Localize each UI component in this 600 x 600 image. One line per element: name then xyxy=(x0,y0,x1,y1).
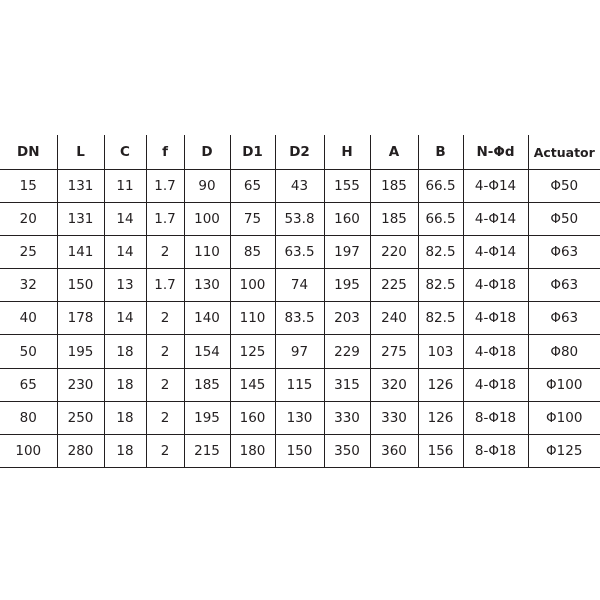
cell-actuator: Φ100 xyxy=(528,368,600,401)
cell-dn: 80 xyxy=(0,401,57,434)
cell-f: 2 xyxy=(146,302,184,335)
cell-dn: 50 xyxy=(0,335,57,368)
cell-n-phi-d: 4-Φ18 xyxy=(463,269,528,302)
cell-c: 18 xyxy=(104,368,146,401)
cell-n-phi-d: 4-Φ18 xyxy=(463,335,528,368)
cell-h: 195 xyxy=(324,269,370,302)
table-row xyxy=(0,170,600,203)
cell-d: 195 xyxy=(184,401,230,434)
cell-b: 82.5 xyxy=(418,269,463,302)
column-header-h: H xyxy=(324,135,370,170)
cell-d2: 115 xyxy=(275,368,324,401)
cell-actuator: Φ63 xyxy=(528,269,600,302)
cell-dn: 40 xyxy=(0,302,57,335)
cell-a: 330 xyxy=(370,401,418,434)
cell-d2: 53.8 xyxy=(275,203,324,236)
cell-a: 360 xyxy=(370,434,418,467)
cell-n-phi-d: 4-Φ18 xyxy=(463,302,528,335)
cell-d: 130 xyxy=(184,269,230,302)
cell-c: 18 xyxy=(104,335,146,368)
cell-d1: 160 xyxy=(230,401,275,434)
cell-h: 229 xyxy=(324,335,370,368)
dimension-table xyxy=(0,135,600,468)
cell-l: 280 xyxy=(57,434,104,467)
cell-d: 110 xyxy=(184,236,230,269)
cell-d1: 110 xyxy=(230,302,275,335)
cell-c: 14 xyxy=(104,203,146,236)
cell-b: 156 xyxy=(418,434,463,467)
table-header xyxy=(0,135,600,170)
table-row xyxy=(0,401,600,434)
cell-l: 150 xyxy=(57,269,104,302)
cell-b: 82.5 xyxy=(418,302,463,335)
cell-l: 131 xyxy=(57,203,104,236)
table-row xyxy=(0,203,600,236)
cell-c: 18 xyxy=(104,434,146,467)
cell-h: 315 xyxy=(324,368,370,401)
cell-f: 1.7 xyxy=(146,269,184,302)
cell-d1: 145 xyxy=(230,368,275,401)
column-header-n-phi-d: N-Φd xyxy=(463,135,528,170)
cell-dn: 65 xyxy=(0,368,57,401)
cell-a: 225 xyxy=(370,269,418,302)
header-row xyxy=(0,135,600,170)
cell-f: 1.7 xyxy=(146,170,184,203)
cell-d: 215 xyxy=(184,434,230,467)
cell-f: 2 xyxy=(146,434,184,467)
cell-d1: 75 xyxy=(230,203,275,236)
cell-d2: 150 xyxy=(275,434,324,467)
cell-c: 14 xyxy=(104,302,146,335)
cell-actuator: Φ63 xyxy=(528,236,600,269)
cell-d2: 74 xyxy=(275,269,324,302)
cell-dn: 32 xyxy=(0,269,57,302)
table-body xyxy=(0,170,600,468)
cell-b: 126 xyxy=(418,368,463,401)
cell-h: 155 xyxy=(324,170,370,203)
cell-l: 250 xyxy=(57,401,104,434)
cell-dn: 100 xyxy=(0,434,57,467)
cell-a: 320 xyxy=(370,368,418,401)
cell-d1: 125 xyxy=(230,335,275,368)
table-row xyxy=(0,269,600,302)
cell-d1: 180 xyxy=(230,434,275,467)
column-header-d2: D2 xyxy=(275,135,324,170)
cell-dn: 20 xyxy=(0,203,57,236)
cell-l: 131 xyxy=(57,170,104,203)
cell-d: 140 xyxy=(184,302,230,335)
cell-f: 1.7 xyxy=(146,203,184,236)
column-header-f: f xyxy=(146,135,184,170)
cell-d: 90 xyxy=(184,170,230,203)
cell-f: 2 xyxy=(146,236,184,269)
cell-h: 330 xyxy=(324,401,370,434)
table-row xyxy=(0,236,600,269)
cell-n-phi-d: 8-Φ18 xyxy=(463,401,528,434)
cell-dn: 25 xyxy=(0,236,57,269)
cell-b: 82.5 xyxy=(418,236,463,269)
column-header-b: B xyxy=(418,135,463,170)
cell-l: 230 xyxy=(57,368,104,401)
cell-d: 100 xyxy=(184,203,230,236)
cell-n-phi-d: 4-Φ14 xyxy=(463,170,528,203)
cell-actuator: Φ100 xyxy=(528,401,600,434)
cell-a: 185 xyxy=(370,170,418,203)
column-header-c: C xyxy=(104,135,146,170)
cell-f: 2 xyxy=(146,401,184,434)
cell-n-phi-d: 4-Φ14 xyxy=(463,203,528,236)
column-header-l: L xyxy=(57,135,104,170)
cell-actuator: Φ50 xyxy=(528,170,600,203)
column-header-actuator: Actuator xyxy=(528,135,600,170)
cell-h: 203 xyxy=(324,302,370,335)
table-row xyxy=(0,302,600,335)
cell-actuator: Φ125 xyxy=(528,434,600,467)
column-header-d: D xyxy=(184,135,230,170)
cell-a: 275 xyxy=(370,335,418,368)
cell-d2: 43 xyxy=(275,170,324,203)
cell-d2: 97 xyxy=(275,335,324,368)
table-row xyxy=(0,335,600,368)
table-row xyxy=(0,434,600,467)
cell-d: 185 xyxy=(184,368,230,401)
cell-h: 160 xyxy=(324,203,370,236)
cell-n-phi-d: 4-Φ18 xyxy=(463,368,528,401)
cell-actuator: Φ80 xyxy=(528,335,600,368)
cell-d2: 83.5 xyxy=(275,302,324,335)
cell-d: 154 xyxy=(184,335,230,368)
cell-d2: 130 xyxy=(275,401,324,434)
table-row xyxy=(0,368,600,401)
cell-b: 66.5 xyxy=(418,203,463,236)
cell-h: 350 xyxy=(324,434,370,467)
cell-d1: 85 xyxy=(230,236,275,269)
cell-actuator: Φ50 xyxy=(528,203,600,236)
cell-dn: 15 xyxy=(0,170,57,203)
cell-n-phi-d: 8-Φ18 xyxy=(463,434,528,467)
cell-b: 103 xyxy=(418,335,463,368)
column-header-d1: D1 xyxy=(230,135,275,170)
cell-d1: 65 xyxy=(230,170,275,203)
cell-d2: 63.5 xyxy=(275,236,324,269)
cell-b: 66.5 xyxy=(418,170,463,203)
cell-l: 195 xyxy=(57,335,104,368)
cell-l: 178 xyxy=(57,302,104,335)
column-header-dn: DN xyxy=(0,135,57,170)
cell-h: 197 xyxy=(324,236,370,269)
cell-c: 11 xyxy=(104,170,146,203)
cell-d1: 100 xyxy=(230,269,275,302)
column-header-a: A xyxy=(370,135,418,170)
cell-f: 2 xyxy=(146,335,184,368)
cell-c: 18 xyxy=(104,401,146,434)
cell-c: 13 xyxy=(104,269,146,302)
cell-n-phi-d: 4-Φ14 xyxy=(463,236,528,269)
cell-l: 141 xyxy=(57,236,104,269)
cell-b: 126 xyxy=(418,401,463,434)
cell-a: 240 xyxy=(370,302,418,335)
cell-a: 220 xyxy=(370,236,418,269)
cell-f: 2 xyxy=(146,368,184,401)
cell-actuator: Φ63 xyxy=(528,302,600,335)
cell-a: 185 xyxy=(370,203,418,236)
cell-c: 14 xyxy=(104,236,146,269)
